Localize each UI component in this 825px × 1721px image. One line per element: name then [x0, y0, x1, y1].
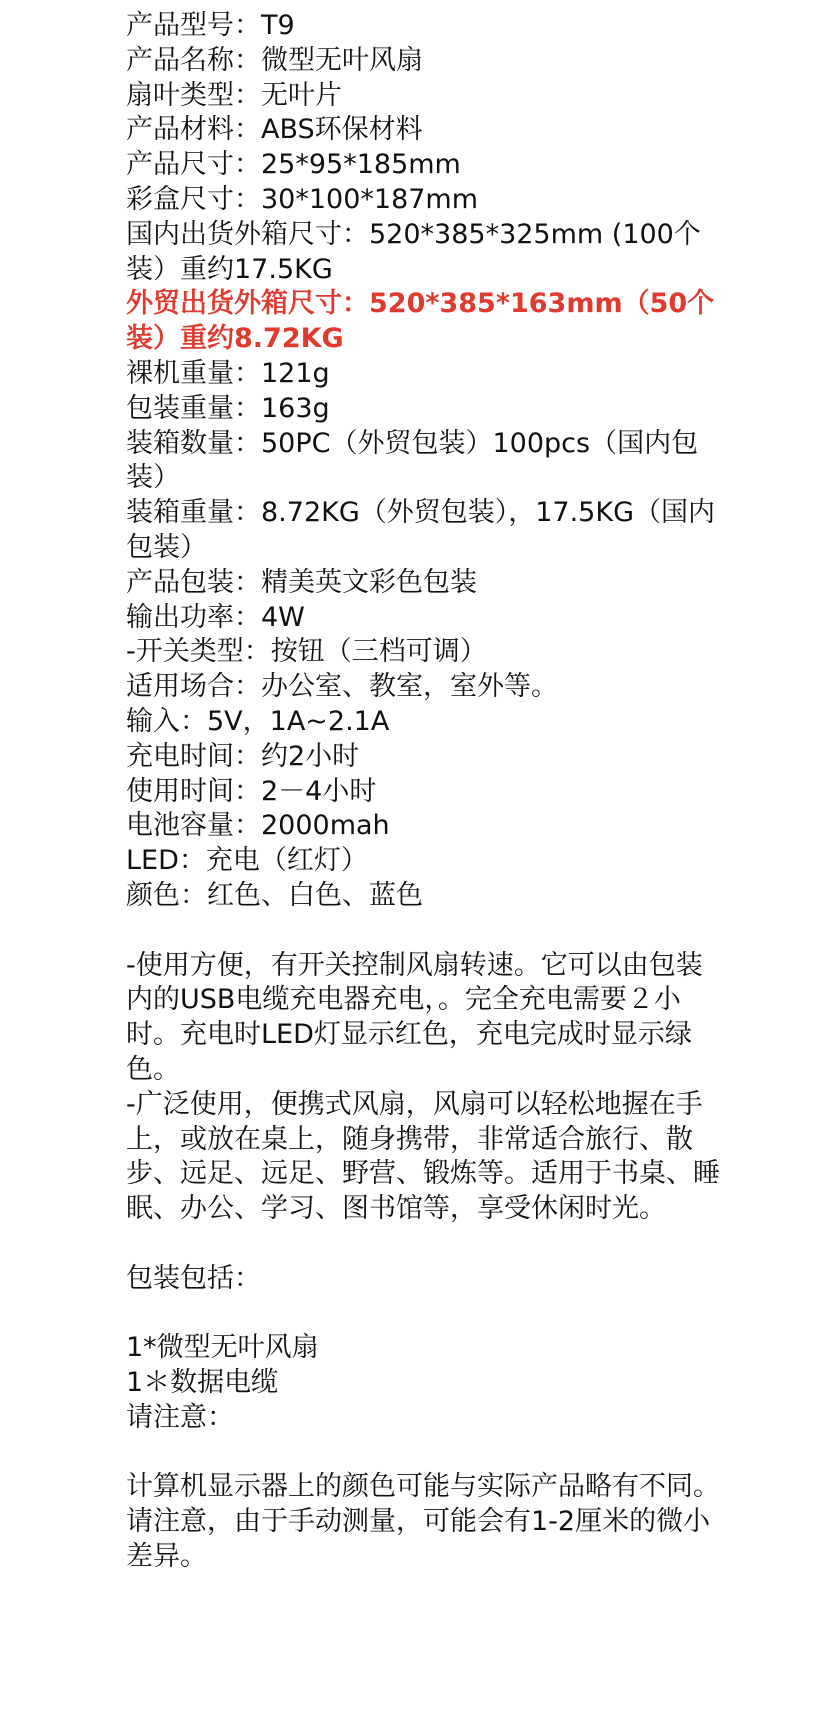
spec-box-size: 彩盒尺寸：30*100*187mm [126, 183, 479, 215]
spec-output-power: 输出功率：4W [126, 601, 305, 633]
spec-domestic-carton: 国内出货外箱尺寸：520*385*325mm (100个装）重约17.5KG [126, 218, 701, 285]
spec-colors: 颜色：红色、白色、蓝色 [126, 879, 423, 911]
notice-section [126, 1401, 726, 1575]
spacer [126, 1227, 726, 1262]
spec-packaging: 产品包装：精美英文彩色包装 [126, 566, 477, 598]
package-heading: 包装包括： [126, 1262, 261, 1294]
package-item-fan: 1*微型无叶风扇 [126, 1332, 319, 1364]
spec-input: 输入：5V，1A~2.1A [126, 705, 390, 737]
spec-model: 产品型号：T9 [126, 10, 295, 41]
package-contents [126, 1262, 726, 1401]
spec-blade-type: 扇叶类型：无叶片 [126, 79, 342, 111]
spec-list [126, 9, 726, 914]
spec-export-carton: 外贸出货外箱尺寸：520*385*163mm（50个装）重约8.72KG [126, 288, 715, 355]
spacer [126, 1436, 726, 1471]
notice-measurement-error: 请注意，由于手动测量，可能会有1-2厘米的微小差异。 [126, 1506, 711, 1573]
spec-use-time: 使用时间：2－4小时 [126, 775, 377, 807]
product-spec-sheet [126, 9, 726, 1575]
spec-package-weight: 包装重量：163g [126, 392, 330, 424]
feature-easy-use: -使用方便，有开关控制风扇转速。它可以由包装内的USB电缆充电器充电，。完全充电需要２小时。充电时LED灯显示红色，充电完成时显示绿色。 [126, 949, 703, 1085]
notice-color-difference: 计算机显示器上的颜色可能与实际产品略有不同。 [126, 1471, 720, 1503]
spec-net-weight: 裸机重量：121g [126, 357, 330, 389]
spec-material: 产品材料：ABS环保材料 [126, 114, 423, 146]
notice-heading: 请注意： [126, 1401, 234, 1433]
spec-carton-weight: 装箱重量：8.72KG（外贸包装），17.5KG（国内包装） [126, 497, 715, 563]
spacer [126, 914, 726, 949]
feature-list [126, 949, 726, 1227]
spec-carton-quantity: 装箱数量：50PC（外贸包装）100pcs（国内包装） [126, 427, 699, 494]
feature-portable: -广泛使用，便携式风扇，风扇可以轻松地握在手上，或放在桌上，随身携带，非常适合旅行、散步、远足、远足、野营、锻炼等。适用于书桌、睡眠、办公、学习、图书馆等，享受休闲时光。 [126, 1088, 720, 1225]
spec-charge-time: 充电时间：约2小时 [126, 740, 360, 772]
spec-switch-type: -开关类型：按钮（三档可调） [126, 636, 487, 668]
spec-led: LED：充电（红灯） [126, 845, 368, 877]
spec-battery: 电池容量：2000mah [126, 810, 390, 842]
package-item-cable: 1＊数据电缆 [126, 1367, 279, 1399]
spec-product-size: 产品尺寸：25*95*185mm [126, 149, 461, 181]
spec-name: 产品名称：微型无叶风扇 [126, 44, 423, 76]
spec-usage-scene: 适用场合：办公室、教室，室外等。 [126, 671, 558, 703]
spacer [126, 1296, 726, 1331]
